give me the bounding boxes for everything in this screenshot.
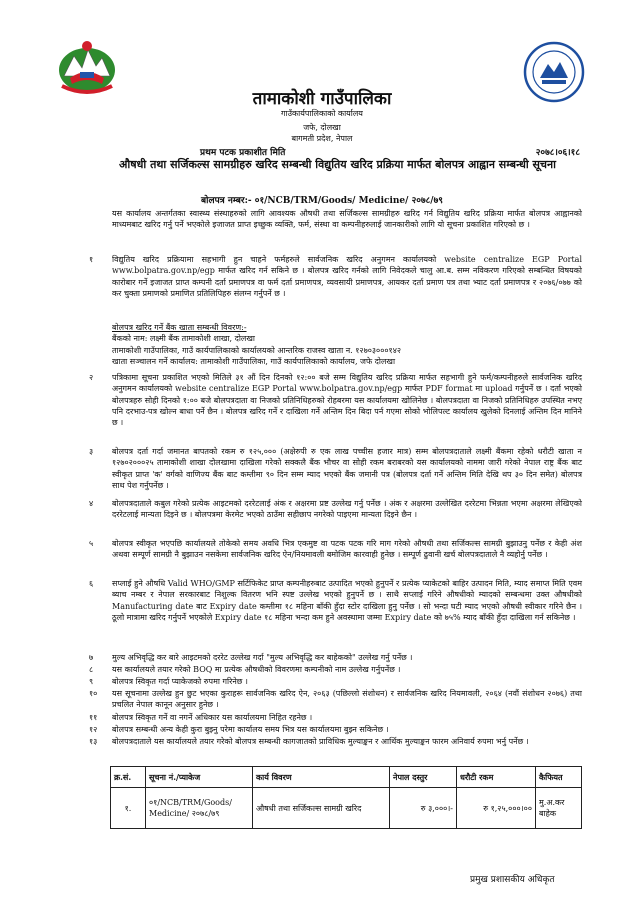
notice-number: बोलपत्र नम्बर:- ०१/NCB/TRM/Goods/ Medicine/ २०७८/७९ <box>201 196 443 206</box>
col-header-sn: क्र.सं. <box>111 767 146 788</box>
list-item: १० यस सूचनामा उल्लेख हुन छुट भएका कुराहरू सार्वजनिक खरिद ऐन, २०६३ (पछिल्लो संशोधन) र सार्वजनिक खरिद नियमावली, २०६४ (नवौं संशोधन २०७६) तथा प्रचलित नेपाल कानून अनुसार हुनेछ । <box>89 689 582 710</box>
cell-notice: ०१/NCB/TRM/Goods/ Medicine/ २०७८/७९ <box>146 788 253 829</box>
cell-description: औषधी तथा सर्जिकल्स सामग्री खरिद <box>253 788 390 829</box>
col-header-fee: नेपाल दस्तुर <box>390 767 457 788</box>
table-header-row <box>111 767 582 788</box>
list-item: ५ बोलपत्र स्वीकृत भएपछि कार्यालयले तोकेको समय अवधि भित्र एकमुष्ट वा पटक पटक गरि माग गरेको औषधी तथा सर्जिकल्स सामग्री बुझाउनु पर्नेछ र केही अंश अथवा सम्पूर्ण सामग्री नै बुझाउन नसकेमा सार्वजनिक खरिद ऐन/नियमावली बमोजिम कारवाही हुनेछ । सम्पूर्ण ढुवानी खर्च बोलपत्रदाताले नै व्यहोर्नु पर्नेछ । <box>89 539 582 560</box>
list-item: २ पत्रिकामा सूचना प्रकाशित भएको मितिले ३१ औं दिन दिनको १२:०० बजे सम्म विद्युतिय खरिद प्रक्रिया मार्फत सहभागी हुने फर्म/कम्पनीहरुले सार्वजनिक खरिद अनुगमन कार्यालयको website centralize EGP Portal www.bolpatra.gov.np/egp मार्फत PDF format मा upload गर्नुपर्ने छ । दर्ता भएको बोलपत्रहरु सोही दिनको १:०० बजे बोलपत्रदाता वा निजको प्रतिनिधिहरुको रोहबरमा यस कार्यालयमा खोलिनेछ । बोलपत्रदाता वा निजको प्रतिनिधिहरु उपस्थित नभए पनि दरभाउ-पत्र खोल्न बाधा पर्ने छैन । बोलपत्र खरिद गर्ने र दाखिला गर्ने अन्तिम दिन बिदा पर्न गएमा सोको भोलिपल्ट कार्यालय खुलेको दिनलाई अन्तिम दिन मानिने छ । <box>89 373 582 428</box>
bank-operator: खाता सञ्चालन गर्ने कार्यालय: तामाकोशी गाउँपालिका, गाउँ कार्यपालिकाको कार्यालय, जफे दोलखा <box>112 356 396 366</box>
cell-deposit: रु १,२५,०००।०० <box>457 788 536 829</box>
first-publication-label: प्रथम पटक प्रकाशीत मिति <box>200 148 286 158</box>
cell-remarks: मु.अ.कर बाहेक <box>536 788 582 829</box>
signature-title: प्रमुख प्रशासकीय अधिकृत <box>470 875 555 885</box>
list-item: ९ बोलपत्र स्विकृत गर्दा प्याकेजको रुपमा गरिनेछ । <box>89 677 248 686</box>
office-name: तामाकोशी गाउँपालिका <box>252 89 392 109</box>
list-item: १ विद्युतिय खरिद प्रक्रियामा सहभागी हुन चाहने फर्महरुले सार्वजनिक खरिद अनुगमन कार्यालयको website centralize EGP Portal www.bolpatra.gov.np/egp मार्फत खरिद गर्न सकिने छ । बोलपत्र खरिद गर्नको लागि निवेदकले चालु आ.ब. सम्म नविकरण गरिएको सम्बन्धित विषयको कारोबार गर्ने इजाजत प्राप्त कम्पनी दर्ता प्रमाणपत्र वा फर्म दर्ता प्रमाणपत्र, व्यवसायी प्रमाणपत्र, आयकर दर्ता प्रमाण पत्र तथा भ्याट दर्ता प्रमाणपत्र र २०७६/०७७ को कर चुक्ता प्रमाणको प्रमाणित प्रतिलिपिहरु संलग्न गर्नुपर्ने छ । <box>89 255 582 298</box>
office-district: बागमती प्रदेश, नेपाल <box>291 134 353 143</box>
table-row <box>111 788 582 829</box>
bank-info-title: बोलपत्र खरिद गर्ने बैंक खाता सम्बन्धी विवरण:- <box>112 323 247 332</box>
col-header-description: कार्य विवरण <box>253 767 390 788</box>
col-header-notice: सूचना नं./प्याकेज <box>146 767 253 788</box>
bank-account: तामाकोशी गाउँपालिका, गाउँ कार्यपालिकाको कार्यालयको आन्तरिक राजस्व खाता न. १२७०३०००१४२ <box>112 345 402 355</box>
bank-info <box>112 322 582 367</box>
list-item: १३ बोलपत्रदाताले यस कार्यालयले तयार गरेको बोलपत्र सम्बन्धी कागजातको प्राविधिक मुल्याङ्कन र आर्थिक मुल्याङ्कन फारम अनिवार्य रुपमा भर्नु पर्नेछ । <box>89 737 529 746</box>
list-item: १२ बोलपत्र सम्बन्धी अन्य केही कुरा बुझ्नु परेमा कार्यालय समय भित्र यस कार्यालयमा बुझ्न सकिनेछ । <box>89 725 389 734</box>
bank-name: बैंकको नाम: लक्ष्मी बैंक तामाकोशी शाखा, दोलखा <box>112 334 255 344</box>
list-item: ८ यस कार्यालयले तयार गरेको BOQ मा प्रत्येक औषधीको विवरणमा कम्पनीको नाम उल्लेख गर्नुपर्नेछ । <box>89 665 401 674</box>
office-subtitle: गाउँकार्यपालिकाको कार्यालय <box>281 109 363 118</box>
tender-table <box>110 766 582 829</box>
notice-heading: औषधी तथा सर्जिकल्स सामग्रीहरु खरिद सम्बन्धी विद्युतिय खरिद प्रक्रिया मार्फत बोलपत्र आह्वान सम्बन्धी सूचना <box>119 158 556 171</box>
list-item: ६ सप्लाई हुने औषधि Valid WHO/GMP सर्टिफिकेट प्राप्त कम्पनीहरुबाट उत्पादित भएको हुनुपर्ने र प्रत्येक प्याकेटको बाहिर उत्पादन मिति, म्याद समाप्त मिति एवम ब्याच नम्बर र नेपाल सरकारबाट निशुल्क वितरण भनि स्पष्ट उल्लेख भएको हुनुपर्ने छ । साथै सप्लाई गरिने औषधीको म्यादको सम्बन्धमा उक्त औषधीको Manufacturing date बाट Expiry date कम्तीमा १८ महिना बाँकी हुँदा स्टोर दाखिला हुनु पर्नेछ । सो भन्दा घटी म्याद भएको औषधी स्वीकार गरिने छैन । ठूलो मात्रामा खरिद गर्नुपर्ने भएकोले Expiry date १८ महिना भन्दा कम हुने अवस्थामा जम्मा Expiry date को ७५% म्याद बाँकी हुँदा दाखिला गर्न सकिनेछ । <box>89 579 582 622</box>
cell-sn: १. <box>111 788 146 829</box>
intro-paragraph: यस कार्यालय अन्तर्गतका स्वास्थ्य संस्थाहरुको लागि आवश्यक औषधी तथा सर्जिकल्स सामग्रीहरु खरिद गर्न विद्युतिय खरिद प्रक्रिया मार्फत बोलपत्र आह्वानको माध्यमबाट खरिद गर्नु पर्ने भएकोले इजाजत प्राप्त इच्छुक व्यक्ति, फर्म, संस्था वा कम्पनीहरुलाई जानकारीको लागि यो सूचना प्रकाशित गरिएको छ । <box>112 209 582 230</box>
list-item: ११ बोलपत्र स्विकृत गर्ने वा नगर्ने अधिकार यस कार्यालयमा निहित रहनेछ । <box>89 713 313 722</box>
col-header-remarks: कैफियत <box>536 767 582 788</box>
list-item: ३ बोलपत्र दर्ता गर्दा जमानत बापतको रकम रु १२५,००० (अक्षेरुपी रु एक लाख पच्चीस हजार मात्र) सम्म बोलपत्रदाताले लक्ष्मी बैंकमा रहेको धरौटी खाता न १२७०२०००२५ तामाकोशी शाखा दोलखामा दाखिला गरेको सक्कलै बैंक भौचर वा सोही रकम बराबरको यस कार्यालयको नाममा जारी गरेको नेपाल राष्ट्र बैंक बाट स्वीकृत प्राप्त 'क' वर्गको वाणिज्य बैंक बाट कम्तीमा ९० दिन सम्म म्याद भएको बैंक जमानी पत्र (बोलपत्र दर्ता गर्ने अन्तिम मिति देखि थप ३० दिन समेत) बोलपत्र साथ पेश गर्नुपर्नेछ । <box>89 447 582 490</box>
list-item: ४ बोलपत्रदाताले कबुल गरेको प्रत्येक आइटमको दररेटलाई अंक र अक्षरमा प्रष्ट उल्लेख गर्नु पर्नेछ । अंक र अक्षरमा उल्लेखित दररेटमा भिन्नता भएमा अक्षरमा लेखिएको दररेटलाई मान्यता दिइने छ । बोलपत्रमा केरमेट भएको ठाउँमा सहीछाप नगरेको पाइएमा मान्यता दिइने छैन । <box>89 499 582 520</box>
col-header-deposit: धरौटी रकम <box>457 767 536 788</box>
publication-date: २०७८।०६।१८ <box>535 148 580 158</box>
list-item: ७ मुल्य अभिवृद्धि कर बारे आइटमको दररेट उल्लेख गर्दा "मुल्य अभिवृद्धि कर बाहेकको" उल्लेख गर्नु पर्नेछ । <box>89 653 413 662</box>
office-address: जफे, दोलखा <box>303 123 341 132</box>
cell-fee: रु ३,०००।- <box>390 788 457 829</box>
